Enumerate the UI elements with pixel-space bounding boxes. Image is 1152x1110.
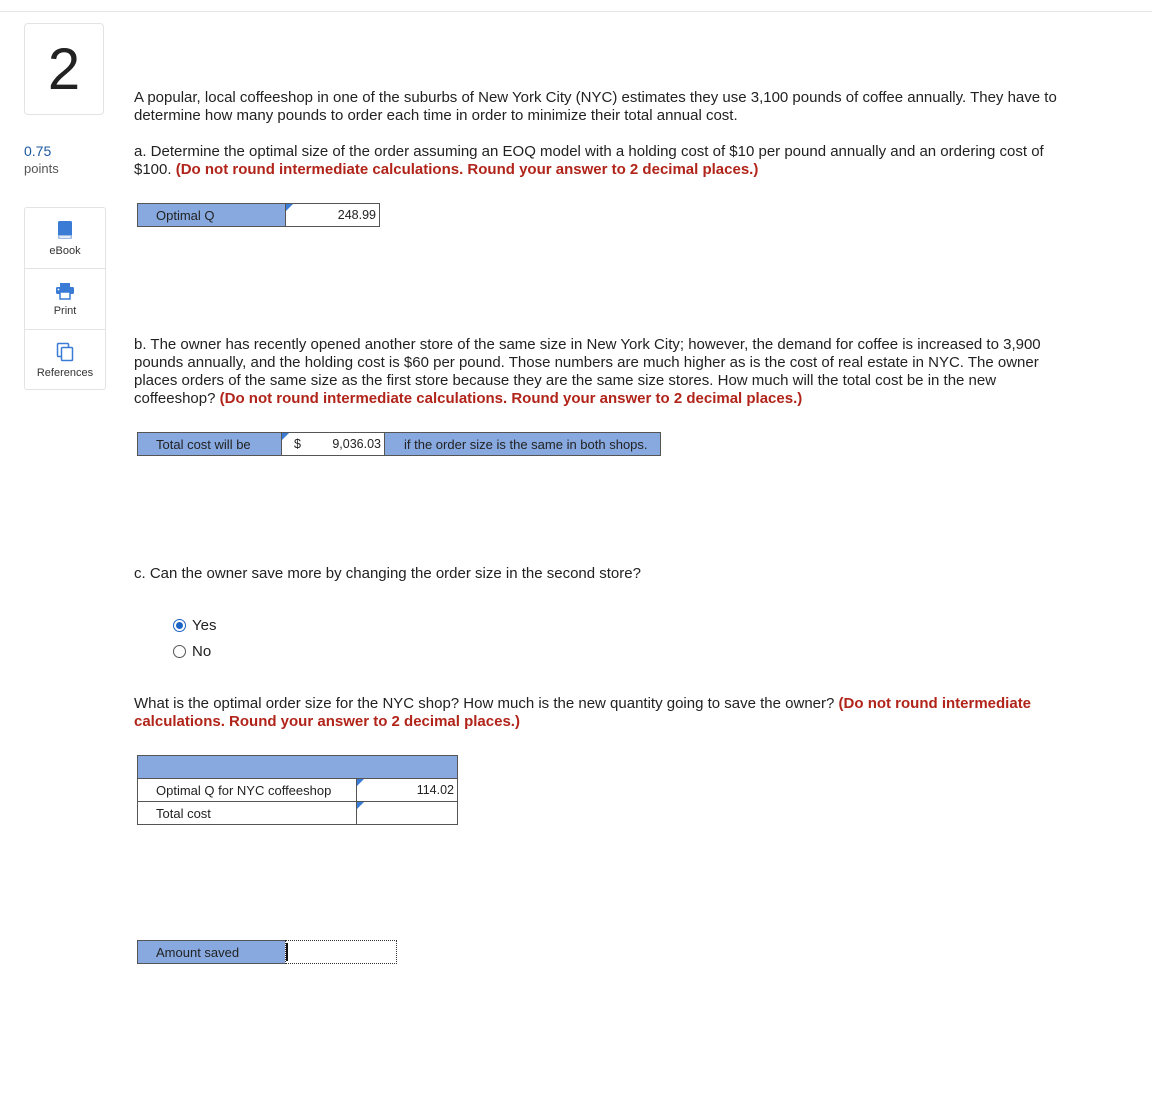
amount-saved-label: Amount saved <box>137 940 286 964</box>
optimal-q-nyc-input[interactable]: 114.02 <box>356 778 458 802</box>
answer-flag-icon <box>282 433 289 440</box>
part-b-text: b. The owner has recently opened another store of the same size in New York City; however, the demand for coffee is increased to 3,900 pounds annually, and the holding cost is $60 per pound. Those numbers are much higher as is the cost of real estate in NYC. The owner places orders of the same size as the first store because they are the same size stores. How much will the total cost be in the new coffeeshop? <box>134 336 1041 407</box>
references-button[interactable] <box>25 330 105 391</box>
radio-no-indicator[interactable] <box>173 645 186 658</box>
part-a-text: a. Determine the optimal size of the order assuming an EOQ model with a holding cost of $10 per pound annually and an ordering cost of $100. <box>134 143 1044 178</box>
intro-text: A popular, local coffeeshop in one of the suburbs of New York City (NYC) estimates they use 3,100 pounds of coffee annually. They have to determine how many pounds to order each time in order to minimize their total annual cost. <box>134 89 1057 124</box>
question-number: 2 <box>24 23 104 115</box>
points-value: 0.75 <box>24 143 52 159</box>
tools-panel <box>24 207 106 390</box>
points-info <box>24 143 59 177</box>
total-cost-suffix: if the order size is the same in both shops. <box>384 432 661 456</box>
text-cursor <box>286 943 288 961</box>
radio-yes-indicator[interactable] <box>173 619 186 632</box>
radio-yes[interactable] <box>173 617 216 634</box>
top-divider <box>0 11 1152 12</box>
part-b-instruction: (Do not round intermediate calculations. Round your answer to 2 decimal places.) <box>219 390 803 407</box>
nyc-total-cost-input[interactable] <box>356 801 458 825</box>
answer-flag-icon <box>357 802 364 809</box>
print-button[interactable] <box>25 269 105 330</box>
part-c-followup-text: What is the optimal order size for the NYC shop? How much is the new quantity going to save the owner? <box>134 695 835 712</box>
currency-symbol: $ <box>294 437 301 451</box>
part-a-question <box>134 143 1079 179</box>
part-b-question <box>134 336 1079 408</box>
optimal-q-nyc-label: Optimal Q for NYC coffeeshop <box>137 778 357 802</box>
part-c-followup <box>134 695 1079 731</box>
answer-flag-icon <box>286 204 293 211</box>
optimal-q-input[interactable]: 248.99 <box>285 203 380 227</box>
points-label: points <box>24 161 59 176</box>
part-a-instruction: (Do not round intermediate calculations. Round your answer to 2 decimal places.) <box>175 161 759 178</box>
radio-no[interactable] <box>173 643 211 660</box>
references-icon <box>56 342 74 362</box>
references-label: References <box>36 367 94 379</box>
book-icon <box>57 220 73 240</box>
table-header-row <box>137 755 458 779</box>
part-c-question: c. Can the owner save more by changing the order size in the second store? <box>134 565 641 582</box>
ebook-label: eBook <box>49 244 81 257</box>
print-label: Print <box>53 304 77 317</box>
part-c-followup-instruction: (Do not round intermediate calculations. Round your answer to 2 decimal places.) <box>134 695 1032 730</box>
optimal-q-label: Optimal Q <box>137 203 286 227</box>
ebook-button[interactable] <box>25 208 105 269</box>
nyc-total-cost-label: Total cost <box>137 801 357 825</box>
total-cost-value: 9,036.03 <box>332 437 381 451</box>
answer-flag-icon <box>357 779 364 786</box>
radio-no-label: No <box>192 643 212 660</box>
amount-saved-input[interactable] <box>285 940 397 964</box>
total-cost-input[interactable] <box>281 432 385 456</box>
printer-icon <box>55 282 75 300</box>
total-cost-label: Total cost will be <box>137 432 282 456</box>
radio-yes-label: Yes <box>192 617 217 634</box>
